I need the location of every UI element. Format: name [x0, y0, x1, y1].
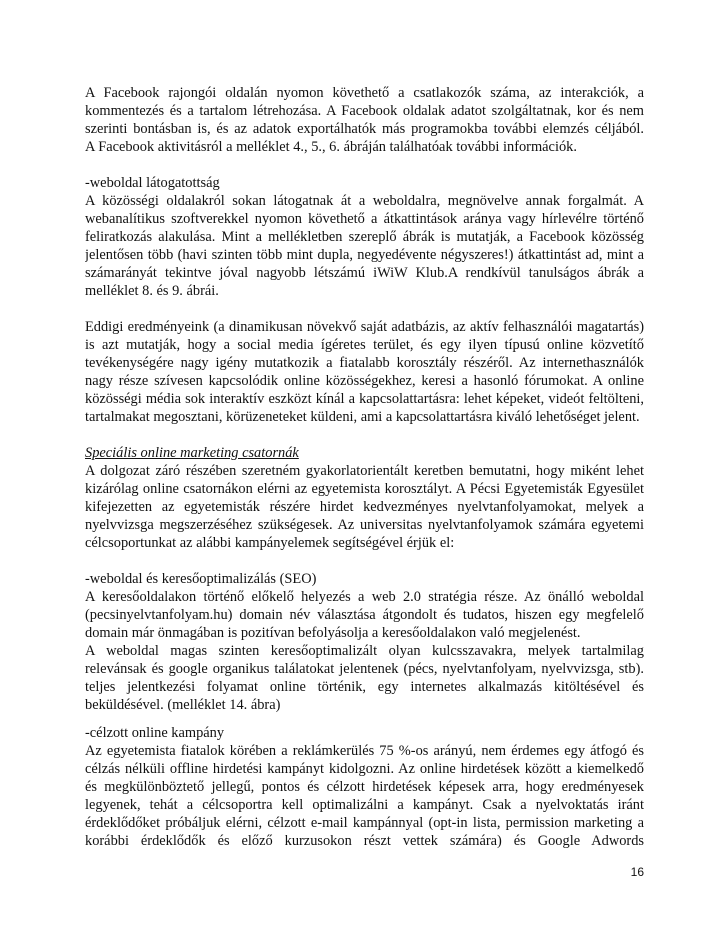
text-line: célcsoportunkat az alábbi kampányelemek segítségével érjük el:	[85, 535, 455, 551]
text-line: nyelvvizsga megszerzéséhez szükségesek. Az universitas nyelvtanfolyamok számára egyetemi	[85, 517, 644, 533]
text-line: tevékenységére nagy igény mutatkozik a fiatalabb korosztály részéről. Az internethasználók	[85, 355, 644, 371]
text-line: legyenek, tehát a célcsoportra kell optimalizálni a kampányt. Csak a nyelvoktatás iránt	[85, 797, 644, 813]
text-line: érdeklődőket próbáljuk elérni, célzott e-mail kampánnyal (opt-in lista, permission marketing a	[85, 815, 644, 831]
text-line: is azt mutatják, hogy a social media ígéretes terület, és egy ilyen típusú online közvetítő	[85, 337, 644, 353]
text-line: A keresőoldalakon történő előkelő helyezés a web 2.0 stratégia része. Az önálló weboldal	[85, 589, 644, 605]
text-line: számarányát tekintve jóval nagyobb létszámú iWiW Klub.A rendkívül tanulságos ábrák a	[85, 265, 644, 281]
section-heading: -weboldal látogatottság	[85, 175, 220, 191]
text-line: teljes jelentkezési folyamat online történik, egy internetes alkalmazás kitöltésével és	[85, 679, 644, 695]
text-line: kifejezetten az egyetemisták részére hirdet kedvezményes nyelvtanfolyamokat, melyek a	[85, 499, 644, 515]
text-line: és megkülönböztető jellegű, pontos és célzott hirdetések képesek arra, hogy eredményesek	[85, 779, 644, 795]
text-line: (pecsinyelvtanfolyam.hu) domain név választása átgondolt és tudatos, hiszen egy megfelelő	[85, 607, 644, 623]
text-line: A Facebook rajongói oldalán nyomon követhető a csatlakozók száma, az interakciók, a	[85, 85, 644, 101]
text-line: relevánsak és google organikus találatokat jelentenek (pécs, nyelvtanfolyam, nyelvvizsga, stb).	[85, 661, 644, 677]
text-line: webanalítikus szoftverekkel nyomon követhető a átkattintások aránya vagy hírlevélre történő	[85, 211, 644, 227]
text-line: jelentősen több (havi szinten több mint dupla, negyedévente négyszeres!) átkattintást ad, mint a	[85, 247, 644, 263]
text-line: kizárólag online csatornákon elérni az egyetemista korosztályt. A Pécsi Egyetemisták Egyesület	[85, 481, 644, 497]
section-heading: -weboldal és keresőoptimalizálás (SEO)	[85, 571, 317, 587]
text-line: nagy része szívesen kapcsolódik online közösségekhez, keresi a hasonló fórumokat. A online	[85, 373, 644, 389]
text-line: A dolgozat záró részében szeretném gyakorlatorientált keretben bemutatni, hogy miként lehet	[85, 463, 644, 479]
text-line: A közösségi oldalakról sokan látogatnak át a weboldalra, megnövelve annak forgalmát. A	[85, 193, 644, 209]
text-line: tartalmakat megosztani, körüzeneteket küldeni, ami a kapcsolattartásra kiváló lehetőséget jelent.	[85, 409, 640, 425]
text-line: Az egyetemista fiatalok körében a reklámkerülés 75 %-os arányú, nem érdemes egy átfogó és	[85, 743, 644, 759]
text-line: beküldésével. (melléklet 14. ábra)	[85, 697, 281, 713]
text-line: szerinti bontásban is, és az adatok exportálhatók más programokba további elemzés céljából.	[85, 121, 644, 137]
text-line: célzás nélküli offline hirdetési kampányt kidolgozni. Az online hirdetések között a kiemelkedő	[85, 761, 644, 777]
text-line: kommentezés és a tartalom létrehozása. A Facebook oldalak adatot szolgáltatnak, kor és nem	[85, 103, 644, 119]
text-line: korábbi érdeklődők és előző kurzusokon részt vettek számára) és Google Adwords	[85, 833, 644, 849]
page-number: 16	[630, 865, 644, 879]
section-heading: Speciális online marketing csatornák	[85, 445, 299, 461]
text-line: A weboldal magas szinten keresőoptimalizált olyan kulcsszavakra, melyek tartalmilag	[85, 643, 644, 659]
text-line: Eddigi eredményeink (a dinamikusan növekvő saját adatbázis, az aktív felhasználói magatartás)	[85, 319, 644, 335]
text-line: A Facebook aktivitásról a melléklet 4., 5., 6. ábráján találhatóak további információk.	[85, 139, 577, 155]
text-line: közösségi média sok interaktív eszközt kínál a kapcsolattartásra: lehet képeket, videót feltölteni,	[85, 391, 644, 407]
text-line: domain már önmagában is pozitívan befolyásolja a keresőoldalakon való megjelenést.	[85, 625, 581, 641]
text-line: feliratkozás alakulása. Mint a mellékletben szereplő ábrák is mutatják, a Facebook közösség	[85, 229, 644, 245]
text-line: melléklet 8. és 9. ábrái.	[85, 283, 219, 299]
section-heading-wrap	[85, 444, 644, 462]
section-heading: -célzott online kampány	[85, 725, 225, 741]
